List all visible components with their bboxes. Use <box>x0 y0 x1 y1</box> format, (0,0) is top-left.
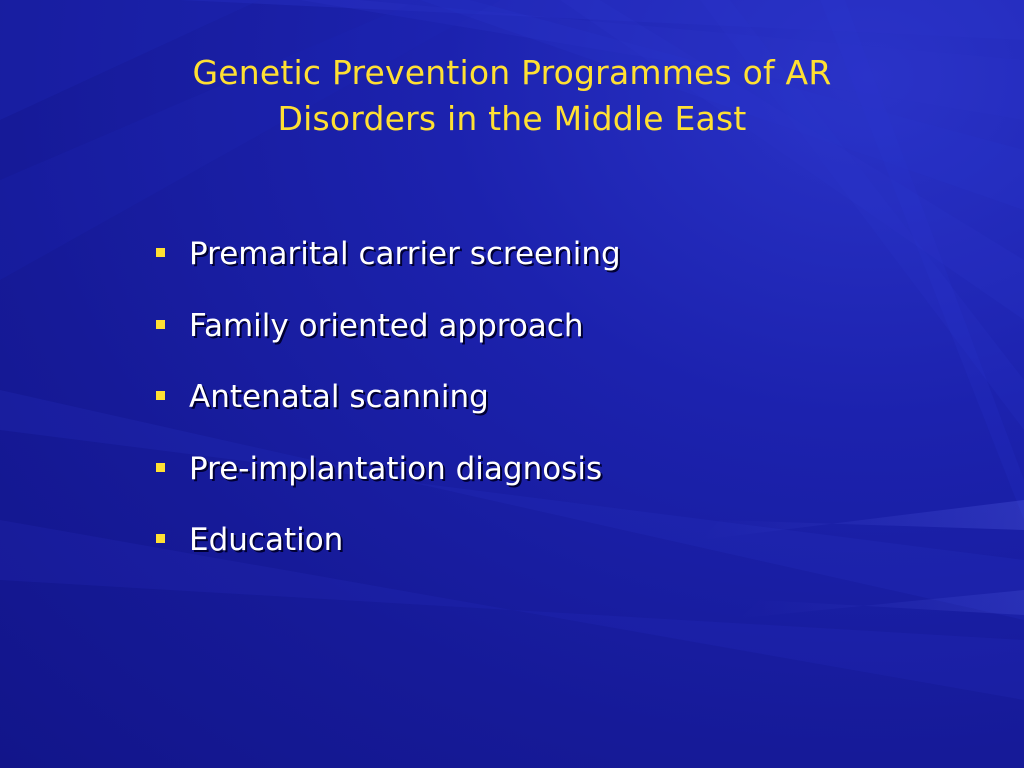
bullet-list <box>150 226 621 584</box>
bullet-text: Antenatal scanning <box>189 379 489 415</box>
bullet-text: Pre-implantation diagnosis <box>189 450 603 487</box>
square-bullet-icon <box>156 391 165 400</box>
square-bullet-icon <box>156 320 165 329</box>
square-bullet-icon <box>156 534 165 543</box>
bullet-text: Education <box>189 522 344 558</box>
bullet-item <box>150 298 621 370</box>
square-bullet-icon <box>156 463 165 472</box>
bullet-item <box>150 226 621 298</box>
bullet-item <box>150 369 621 441</box>
square-bullet-icon <box>156 248 165 257</box>
bullet-item <box>150 441 621 513</box>
bullet-text: Family oriented approach <box>189 307 584 344</box>
slide-title-line-1: Genetic Prevention Programmes of AR <box>192 53 832 92</box>
slide-title <box>112 50 912 142</box>
bullet-text: Premarital carrier screening <box>189 236 621 272</box>
slide-title-line-2: Disorders in the Middle East <box>277 99 747 138</box>
bullet-item <box>150 512 621 584</box>
